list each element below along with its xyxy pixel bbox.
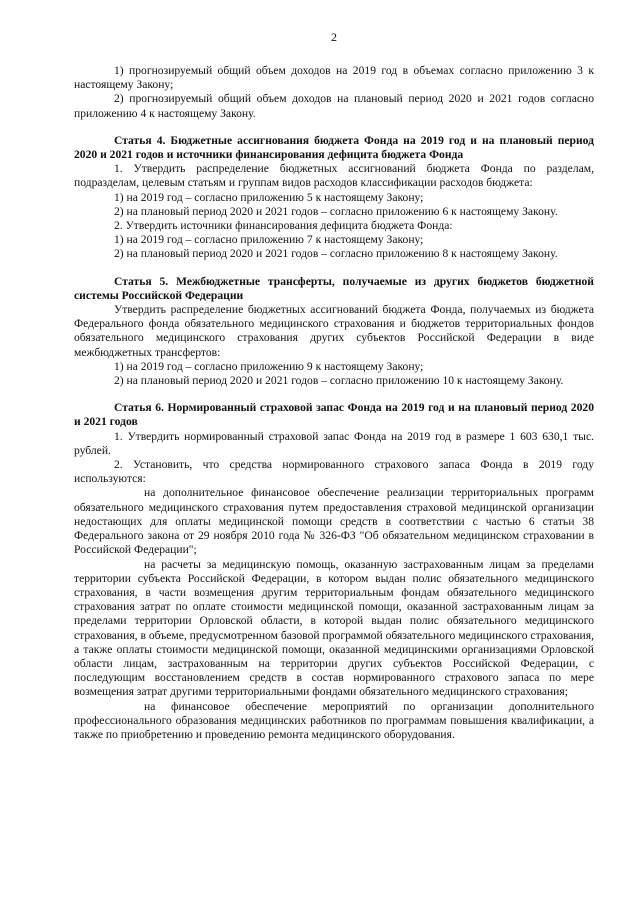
article-5-paragraph: 1) на 2019 год – согласно приложению 9 к настоящему Закону; <box>114 359 424 373</box>
article-6-title: Статья 6. Нормированный страховой запас Фонда на 2019 год и на плановый период 2020 и 2021 годов <box>74 401 594 429</box>
article-4-paragraph: 2. Утвердить источники финансирования дефицита бюджета Фонда: <box>114 219 453 233</box>
page-number: 2 <box>331 30 337 44</box>
article-4-title: Статья 4. Бюджетные ассигнования бюджета Фонда на 2019 год и на плановый период 2020 и 2021 годов и источники финансирования дефицита бюджета Фонда <box>74 133 594 162</box>
article-4-paragraph: 1. Утвердить распределение бюджетных ассигнований бюджета Фонда по разделам, подразделам, целевым статьям и группам видов расходов классификации расходов бюджета: <box>74 162 594 190</box>
article-5-title: Статья 5. Межбюджетные трансферты, получаемые из других бюджетов бюджетной системы Российской Федерации <box>74 274 594 302</box>
article-6-paragraph: на расчеты за медицинскую помощь, оказанную застрахованным лицам за пределами территории субъекта Российской Федерации, в котором выдан полис обязательного медицинского страхования, в части возмещения другим территориальным фондам обязательного медицинского страхования затрат по оплате стоимости медицинской помощи, оказанной застрахованным лицам за пределами территории Орловской области, в которой выдан полис обязательного медицинского страхования, в объеме, предусмотренном базовой программой обязательного медицинского страхования, а также оплаты стоимости медицинской помощи, оказанной медицинскими организациями Орловской области лицам, застрахованным на территории других субъектов Российской Федерации, с последующим восстановлением средств в состав нормированного страхового запаса по мере возмещения затрат другими территориальными фондами обязательного медицинского страхования; <box>74 557 594 699</box>
intro-item-1: 1) прогнозируемый общий объем доходов на 2019 год в объемах согласно приложению 3 к настоящему Закону; <box>74 64 594 92</box>
article-6-paragraph: 1. Утвердить нормированный страховой запас Фонда на 2019 год в размере 1 603 630,1 тыс. рублей. <box>74 429 594 457</box>
article-4-paragraph: 1) на 2019 год – согласно приложению 5 к настоящему Закону; <box>114 190 424 204</box>
article-5-paragraph: 2) на плановый период 2020 и 2021 годов – согласно приложению 10 к настоящему Закону. <box>114 374 564 388</box>
article-6-paragraph: на финансовое обеспечение мероприятий по организации дополнительного профессионального образования медицинских работников по программам повышения квалификации, а также по приобретению и проведению ремонта медицинского оборудования. <box>74 699 594 741</box>
article-4-paragraph: 2) на плановый период 2020 и 2021 годов – согласно приложению 6 к настоящему Закону. <box>114 204 558 218</box>
article-6-paragraph: на дополнительное финансовое обеспечение реализации территориальных программ обязательного медицинского страхования путем предоставления страховой медицинской организации недостающих для оплаты медицинской помощи средств в соответствии с частью 6 статьи 38 Федерального закона от 29 ноября 2010 года № 326-ФЗ "Об обязательном медицинском страховании в Российской Федерации"; <box>74 486 594 557</box>
intro-item-2: 2) прогнозируемый общий объем доходов на плановый период 2020 и 2021 годов согласно приложению 4 к настоящему Закону. <box>74 92 594 120</box>
article-4-paragraph: 2) на плановый период 2020 и 2021 годов – согласно приложению 8 к настоящему Закону. <box>114 247 558 261</box>
article-5-paragraph: Утвердить распределение бюджетных ассигнований бюджета Фонда, получаемых из бюджета Федерального фонда обязательного медицинского страхования и бюджетов территориальных фондов обязательного медицинского страхования других субъектов Российской Федерации в виде межбюджетных трансфертов: <box>74 303 594 359</box>
article-4-paragraph: 1) на 2019 год – согласно приложению 7 к настоящему Закону; <box>114 233 424 247</box>
article-6-paragraph: 2. Установить, что средства нормированного страхового запаса Фонда в 2019 году используются: <box>74 458 594 486</box>
